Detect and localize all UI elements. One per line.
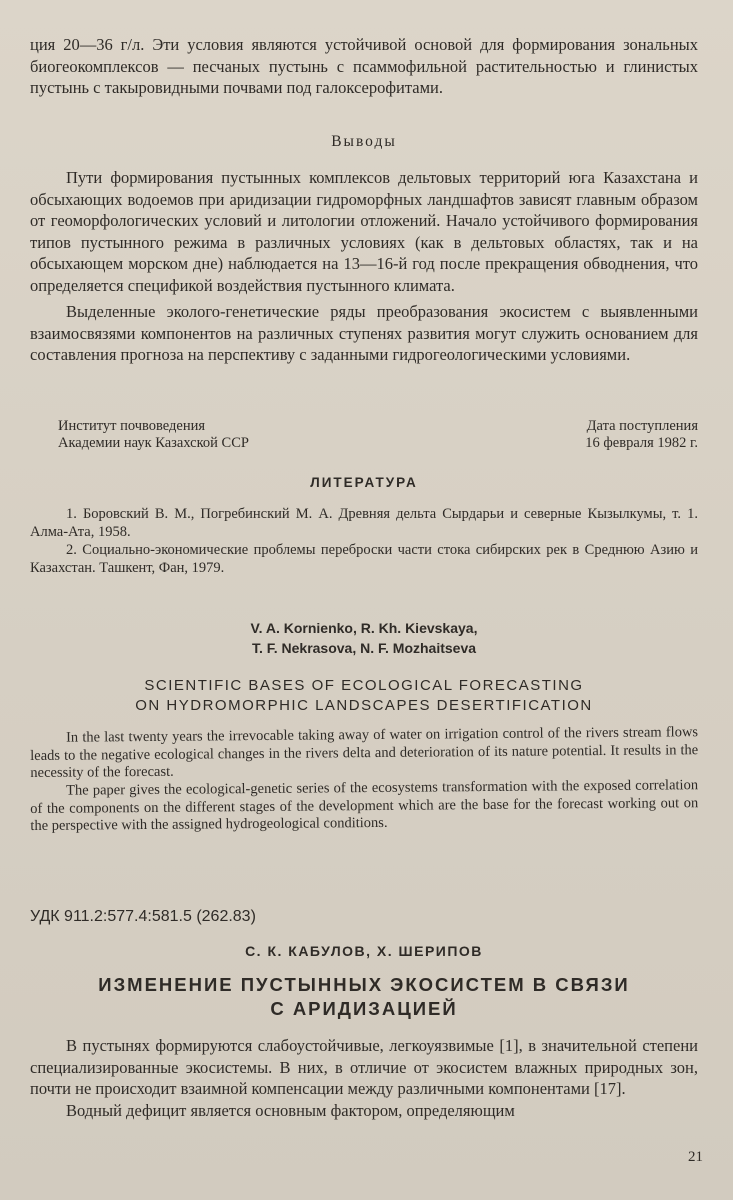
english-authors-line-2: T. F. Nekrasova, N. F. Mozhaitseva — [251, 640, 477, 656]
english-title-line-2: ON HYDROMORPHIC LANDSCAPES DESERTIFICATION — [135, 697, 593, 714]
literature-heading: ЛИТЕРАТУРА — [310, 475, 418, 490]
article-paragraph-2: Водный дефицит является основным фактором, определяющим — [66, 1100, 515, 1120]
english-abstract-paragraph-1: In the last twenty years the irrevocable taking away of water on irrigation control of the rivers stream flows leads to the negative ecological changes in the rivers delta and deterioration of its nature potential. It results in the necessity of the forecast. — [30, 724, 699, 781]
english-abstract-paragraph-2: The paper gives the ecological-genetic series of the ecosystems transformation with the exposed correlation of the components on the different stages of the development which are the base for the forecast working out on the perspective with the assigned hydrogeological conditions. — [30, 776, 699, 834]
udk-code: УДК 911.2:577.4:581.5 (262.83) — [30, 908, 256, 925]
article-title-line-1: ИЗМЕНЕНИЕ ПУСТЫННЫХ ЭКОСИСТЕМ В СВЯЗИ — [98, 974, 630, 995]
page-number: 21 — [688, 1149, 703, 1165]
article-authors: С. К. КАБУЛОВ, Х. ШЕРИПОВ — [245, 943, 483, 959]
date-label: Дата поступления — [586, 418, 698, 434]
reference-item: 1. Боровский В. М., Погребинский М. А. Древняя дельта Сырдарьи и северные Кызылкумы, т. 1. Алма-Ата, 1958. — [30, 506, 698, 540]
article-title-line-2: С АРИДИЗАЦИЕЙ — [270, 998, 458, 1019]
english-authors-line-1: V. A. Kornienko, R. Kh. Kievskaya, — [250, 620, 478, 636]
conclusions-section — [30, 133, 698, 366]
english-title-line-1: SCIENTIFIC BASES OF ECOLOGICAL FORECASTING — [144, 677, 584, 694]
english-summary-section — [30, 618, 698, 835]
literature-section — [30, 475, 698, 577]
continuation-paragraph: ция 20—36 г/л. Эти условия являются устойчивой основой для формирования зональных биогеокомплексов — песчаных пустынь с псаммофильной растительностью и глинистых пустынь с такыровидными почвами под галоксерофитами. — [30, 35, 698, 97]
conclusions-heading: Выводы — [331, 133, 397, 150]
conclusions-paragraph-1: Пути формирования пустынных комплексов дельтовых территорий юга Казахстана и обсыхающих водоемов при аридизации гидроморфных ландшафтов зависят главным образом от геоморфологических условий и литологии отложений. Начало устойчивого формирования типов пустынного режима в различных условиях (как в дельтовых областях, так и на обсыхающем морском дне) наблюдается на 13—16-й год после прекращения обводнения, что определяется спецификой воздействия пустынного климата. — [30, 168, 698, 295]
top-section — [30, 34, 698, 99]
institute-line-2: Академии наук Казахской ССР — [58, 435, 249, 451]
affiliation-block — [30, 418, 698, 452]
conclusions-paragraph-2: Выделенные эколого-генетические ряды преобразования экосистем с выявленными взаимосвязями компонентов на различных ступенях развития могут служить основанием для составления прогноза на перспективу с заданными гидрогеологическими условиями. — [30, 302, 698, 364]
date-value: 16 февраля 1982 г. — [585, 435, 698, 451]
institute-line-1: Институт почвоведения — [58, 418, 206, 434]
reference-item: 2. Социально-экономические проблемы переброски части стока сибирских рек в Среднюю Азию и Казахстан. Ташкент, Фан, 1979. — [30, 542, 698, 576]
next-article-section — [30, 908, 698, 1121]
article-paragraph-1: В пустынях формируются слабоустойчивые, легкоуязвимые [1], в значительной степени специализированные экосистемы. В них, в отличие от экосистем влажных природных зон, почти не происходит взаимной компенсации между различными компонентами [17]. — [30, 1036, 698, 1098]
